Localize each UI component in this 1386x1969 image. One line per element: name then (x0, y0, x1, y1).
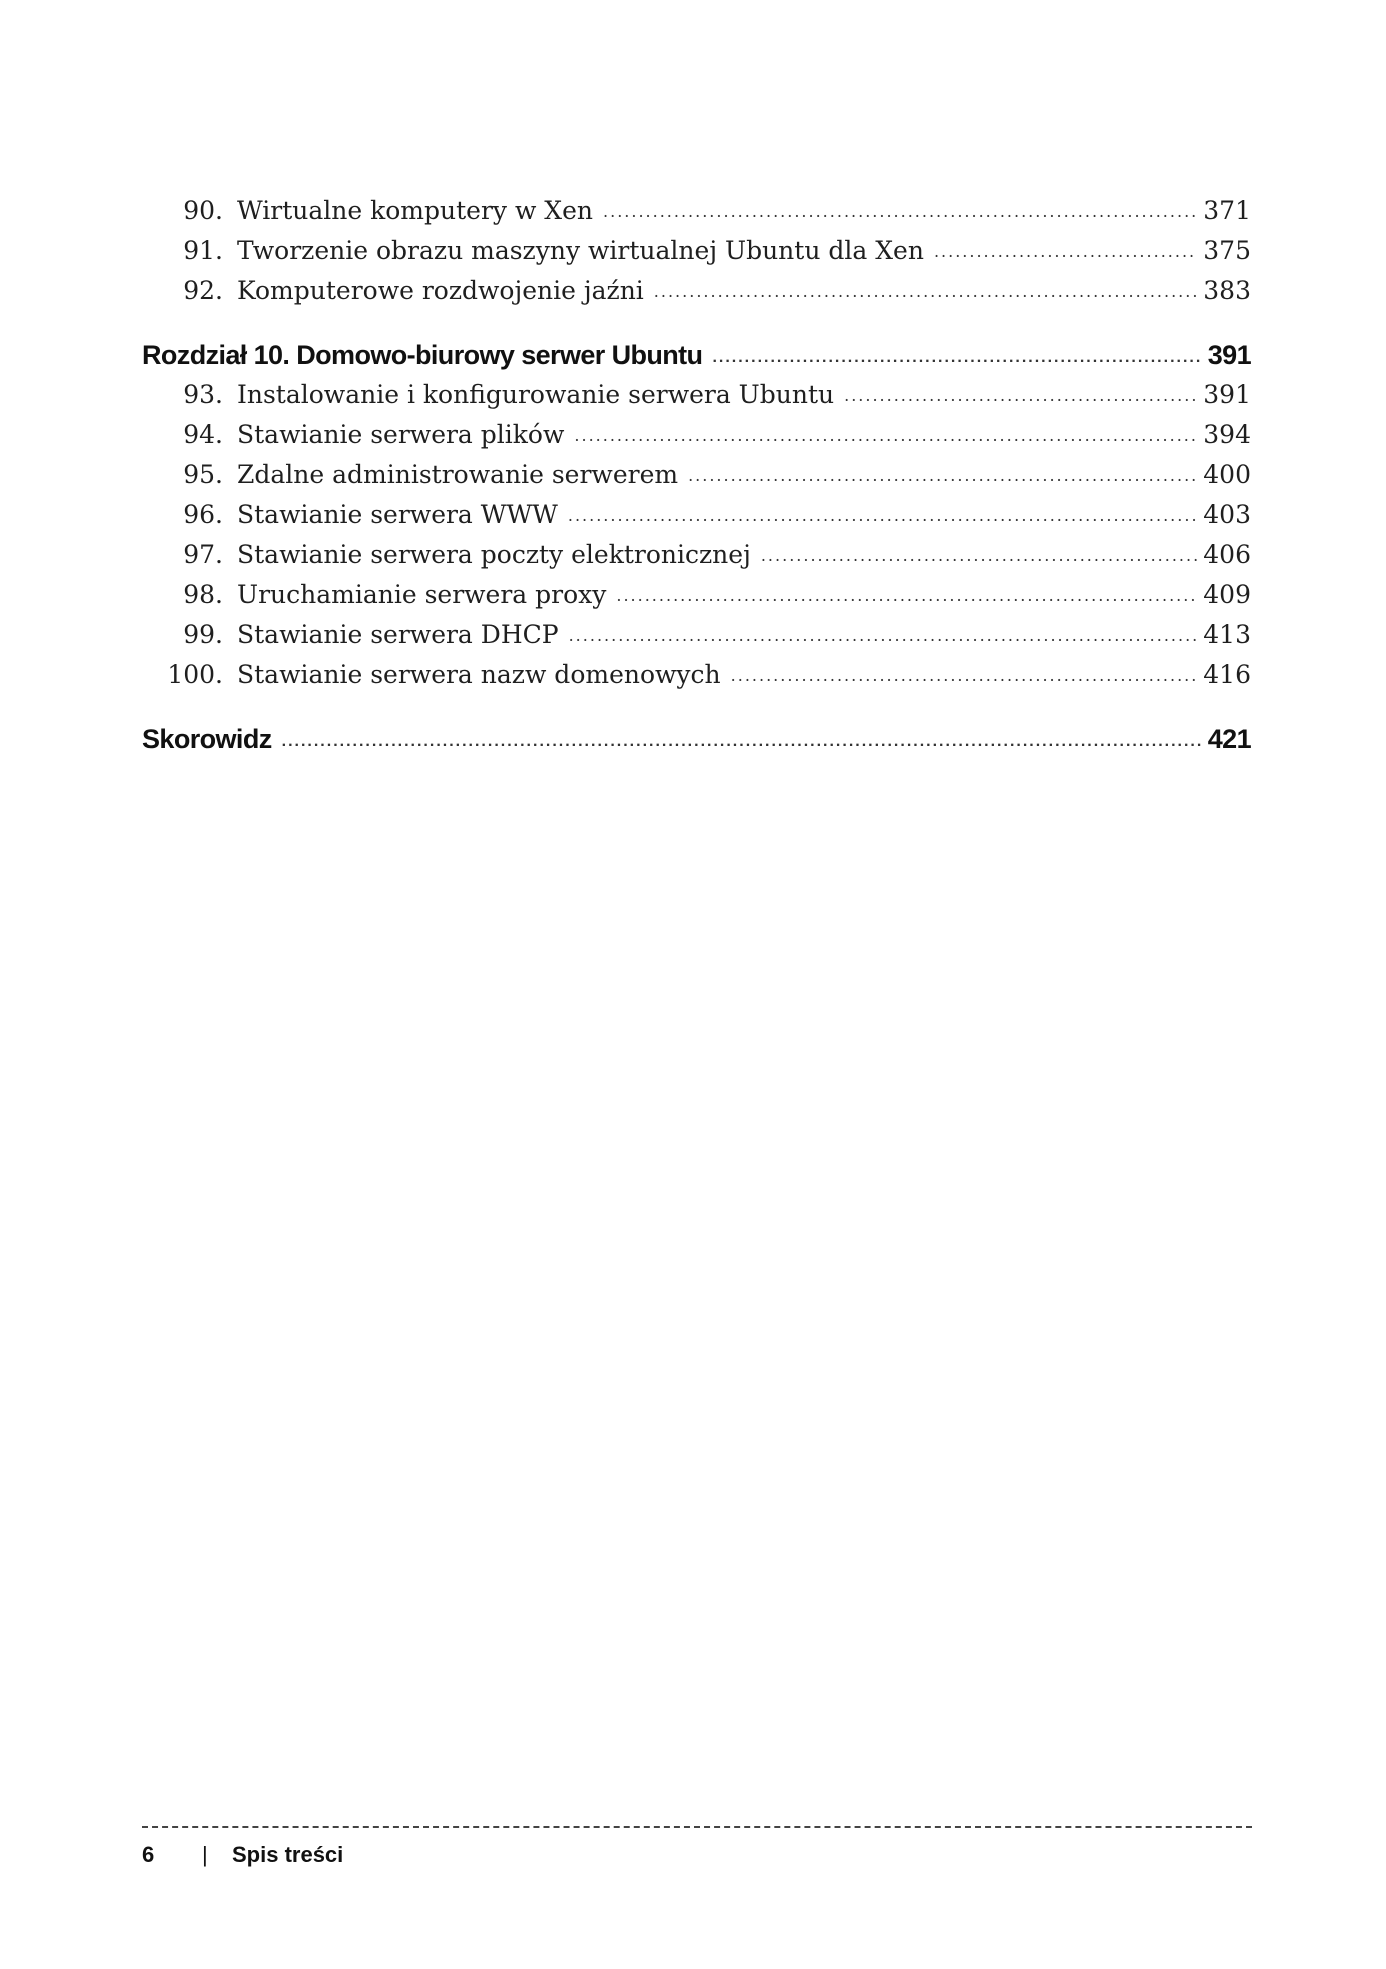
dot-leader (761, 546, 1197, 565)
entry-number: 92. (183, 276, 223, 305)
entry-number: 96. (183, 500, 223, 529)
dot-leader (688, 466, 1197, 485)
footer-section-title: Spis treści (232, 1842, 344, 1867)
toc-entry-100 (143, 660, 1251, 700)
entry-title: Stawianie serwera poczty elektronicznej (237, 540, 751, 569)
entry-number: 97. (183, 540, 223, 569)
chapter-page: 391 (1207, 340, 1251, 370)
entry-page: 383 (1203, 276, 1251, 305)
entry-page: 391 (1203, 380, 1251, 409)
entry-number: 93. (183, 380, 223, 409)
toc-chapter-10 (142, 340, 1251, 380)
dot-leader (616, 586, 1197, 605)
toc-entry-99 (143, 620, 1251, 660)
dot-leader (934, 242, 1197, 261)
entry-title: Uruchamianie serwera proxy (237, 580, 607, 609)
entry-page: 375 (1203, 236, 1251, 265)
footer-rule (142, 1826, 1252, 1828)
entry-page: 406 (1203, 540, 1251, 569)
toc-entry-94 (143, 420, 1251, 460)
page-footer (142, 1842, 343, 1868)
entry-number: 100. (167, 660, 223, 689)
table-of-contents (143, 196, 1251, 764)
dot-leader (603, 202, 1197, 221)
entry-page: 416 (1203, 660, 1251, 689)
entry-page: 371 (1203, 196, 1251, 225)
entry-number: 98. (183, 580, 223, 609)
entry-page: 403 (1203, 500, 1251, 529)
index-page: 421 (1207, 724, 1251, 754)
entry-title: Komputerowe rozdwojenie jaźni (237, 276, 644, 305)
dot-leader (712, 349, 1201, 367)
toc-entry-91 (143, 236, 1251, 276)
footer-page-number: 6 (142, 1842, 155, 1867)
entry-number: 94. (183, 420, 223, 449)
entry-title: Instalowanie i konfigurowanie serwera Ubuntu (237, 380, 835, 409)
dot-leader (568, 506, 1197, 525)
entry-number: 90. (183, 196, 223, 225)
entry-page: 409 (1203, 580, 1251, 609)
entry-page: 413 (1203, 620, 1251, 649)
toc-entry-90 (143, 196, 1251, 236)
entry-title: Stawianie serwera WWW (237, 500, 558, 529)
entry-number: 91. (183, 236, 223, 265)
dot-leader (654, 282, 1197, 301)
entry-title: Tworzenie obrazu maszyny wirtualnej Ubuntu dla Xen (237, 236, 924, 265)
toc-entry-95 (143, 460, 1251, 500)
toc-index (142, 724, 1251, 764)
toc-entry-92 (143, 276, 1251, 316)
index-title: Skorowidz (142, 724, 272, 754)
dot-leader (844, 386, 1197, 405)
dot-leader (282, 733, 1202, 751)
entry-page: 400 (1203, 460, 1251, 489)
entry-title: Stawianie serwera plików (237, 420, 565, 449)
footer-separator: | (202, 1842, 208, 1867)
dot-leader (574, 426, 1197, 445)
toc-entry-97 (143, 540, 1251, 580)
entry-number: 99. (183, 620, 223, 649)
entry-page: 394 (1203, 420, 1251, 449)
dot-leader (569, 626, 1198, 645)
entry-title: Wirtualne komputery w Xen (237, 196, 594, 225)
entry-title: Stawianie serwera DHCP (237, 620, 559, 649)
toc-entry-96 (143, 500, 1251, 540)
entry-title: Stawianie serwera nazw domenowych (237, 660, 721, 689)
chapter-title: Rozdział 10. Domowo-biurowy serwer Ubuntu (142, 340, 703, 370)
toc-entry-98 (143, 580, 1251, 620)
entry-number: 95. (183, 460, 223, 489)
dot-leader (731, 666, 1198, 685)
entry-title: Zdalne administrowanie serwerem (237, 460, 679, 489)
toc-entry-93 (143, 380, 1251, 420)
